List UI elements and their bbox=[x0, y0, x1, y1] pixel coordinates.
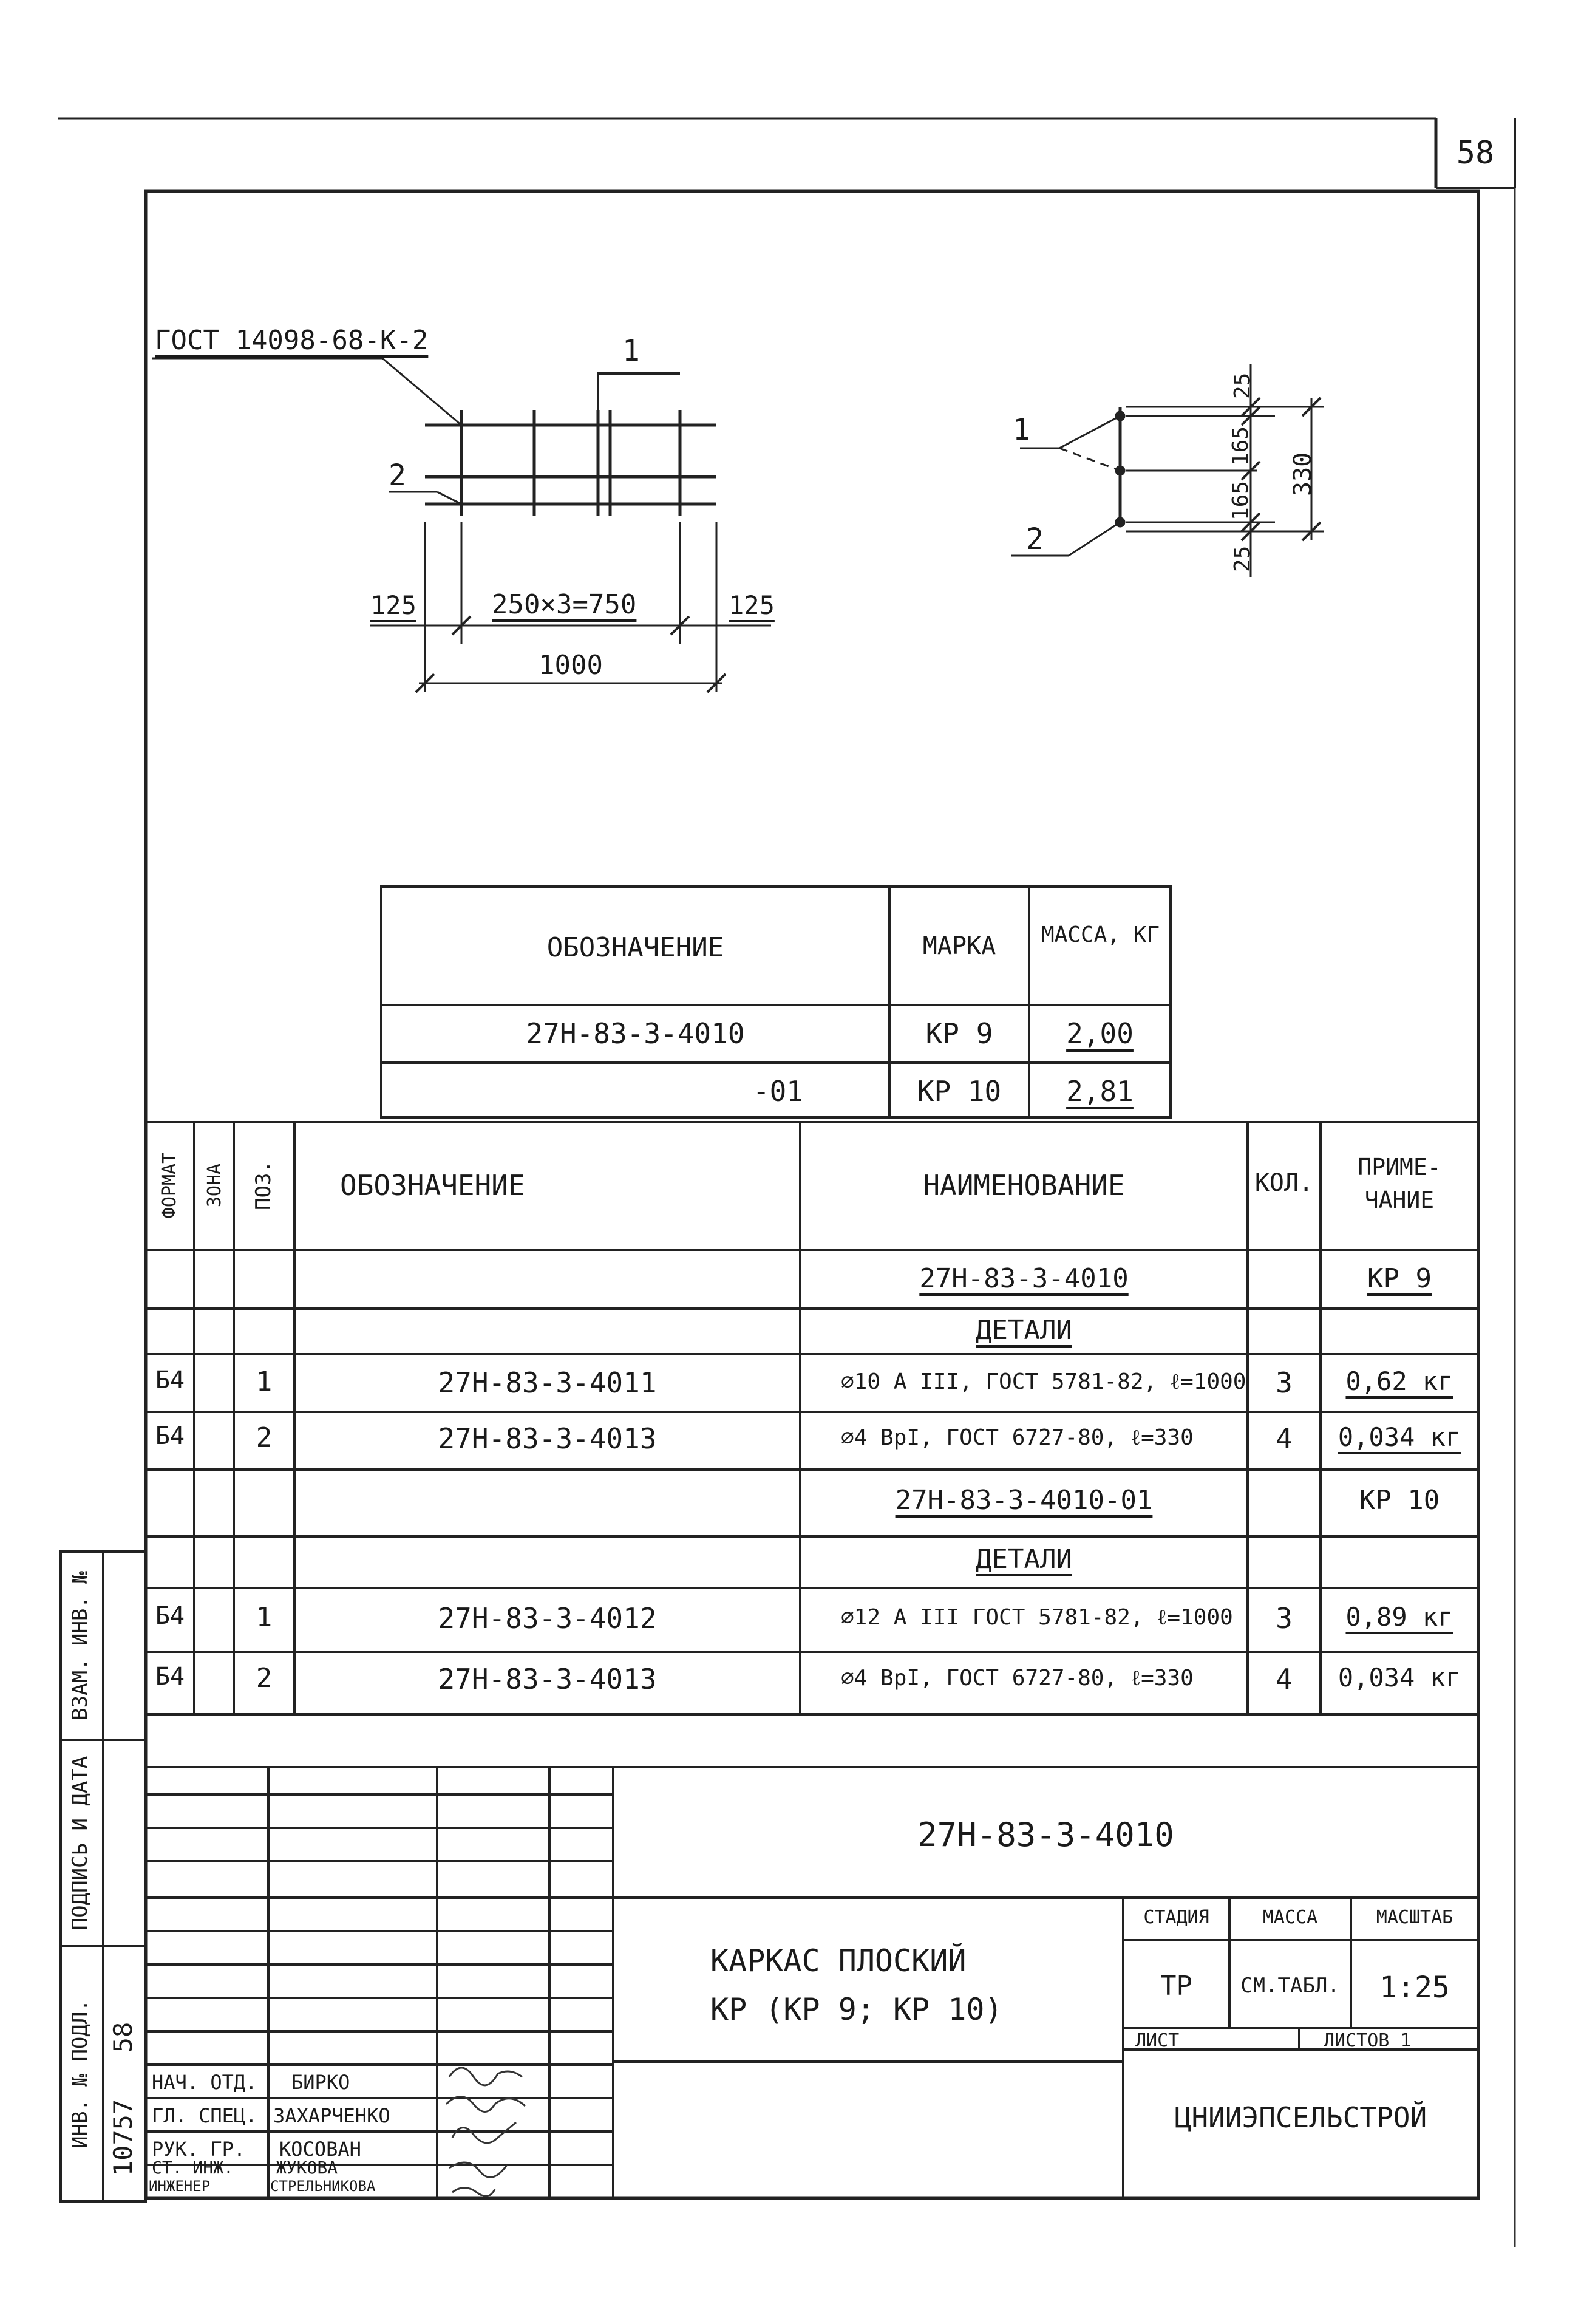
spec-row3-name: ⌀10 А III, ГОСТ 5781-82, ℓ=1000 bbox=[841, 1369, 1246, 1394]
right-edge-dimension: 125 bbox=[729, 590, 775, 620]
marks-header-mass: МАССА, КГ bbox=[1041, 922, 1160, 947]
sheets-label: ЛИСТОВ 1 bbox=[1324, 2030, 1412, 2051]
spec-row3-format: Б4 bbox=[155, 1366, 185, 1394]
stage-label: СТАДИЯ bbox=[1143, 1907, 1209, 1928]
spec-row1-note: КР 9 bbox=[1367, 1263, 1432, 1294]
vzam-inv-label: ВЗАМ. ИНВ. № bbox=[68, 1571, 92, 1720]
marks-row1-mass: 2,00 bbox=[1066, 1017, 1134, 1050]
spec-row6-name: ДЕТАЛИ bbox=[976, 1544, 1072, 1575]
pos1-callout-section: 1 bbox=[1013, 413, 1030, 447]
left-edge-dimension: 125 bbox=[370, 590, 416, 620]
sig-role-2: ГЛ. СПЕЦ. bbox=[152, 2104, 257, 2127]
spec-row7-note: 0,89 кг bbox=[1345, 1602, 1453, 1632]
spec-header-qty: КОЛ. bbox=[1254, 1169, 1314, 1197]
pos2-callout-plan: 2 bbox=[389, 458, 406, 492]
sheet-label: ЛИСТ bbox=[1135, 2030, 1180, 2051]
spec-row5-name: 27Н-83-3-4010-01 bbox=[895, 1485, 1153, 1516]
document-code: 27Н-83-3-4010 bbox=[917, 1816, 1174, 1854]
spec-header-name: НАИМЕНОВАНИЕ bbox=[923, 1169, 1125, 1202]
document-title-line2: КР (КР 9; КР 10) bbox=[710, 1992, 1003, 2027]
spec-header-zone: ЗОНА bbox=[204, 1163, 225, 1208]
mass-value: СМ.ТАБЛ. bbox=[1240, 1974, 1340, 1998]
marks-row1-mark: КР 9 bbox=[925, 1017, 993, 1050]
section-view bbox=[1011, 364, 1324, 577]
spec-row3-note: 0,62 кг bbox=[1345, 1366, 1453, 1396]
spec-row8-qty: 4 bbox=[1276, 1663, 1293, 1695]
marks-header-designation: ОБОЗНАЧЕНИЕ bbox=[546, 932, 724, 963]
spec-row8-name: ⌀4 ВрI, ГОСТ 6727-80, ℓ=330 bbox=[841, 1666, 1194, 1691]
document-title-line1: КАРКАС ПЛОСКИЙ bbox=[710, 1943, 967, 1978]
podpis-data-label: ПОДПИСЬ И ДАТА bbox=[68, 1756, 92, 1930]
stage-value: ТР bbox=[1160, 1971, 1192, 2002]
spec-row4-format: Б4 bbox=[155, 1422, 185, 1450]
spec-row4-designation: 27Н-83-3-4013 bbox=[438, 1422, 657, 1455]
spec-row8-pos: 2 bbox=[256, 1663, 273, 1694]
sig-name-2: ЗАХАРЧЕНКО bbox=[273, 2104, 390, 2127]
inv-number: 10757 bbox=[108, 2099, 138, 2176]
spec-row4-pos: 2 bbox=[256, 1422, 273, 1453]
spec-row2-name: ДЕТАЛИ bbox=[976, 1315, 1072, 1346]
sig-name-3: КОСОВАН bbox=[279, 2138, 361, 2161]
marks-header-mark: МАРКА bbox=[922, 932, 996, 960]
organization-name: ЦНИИЭПСЕЛЬСТРОЙ bbox=[1174, 2101, 1427, 2134]
marks-row2-mass: 2,81 bbox=[1066, 1075, 1134, 1108]
scale-label: МАСШТАБ bbox=[1376, 1907, 1453, 1928]
spec-row7-format: Б4 bbox=[155, 1602, 185, 1630]
pos2-callout-section: 2 bbox=[1026, 522, 1044, 556]
marks-row2-designation: -01 bbox=[752, 1075, 803, 1108]
spec-row4-note: 0,034 кг bbox=[1338, 1422, 1461, 1452]
marks-row2-mark: КР 10 bbox=[917, 1075, 1002, 1108]
spec-row8-note: 0,034 кг bbox=[1338, 1663, 1461, 1692]
spec-row4-qty: 4 bbox=[1276, 1422, 1293, 1455]
dim-top: 25 bbox=[1230, 372, 1255, 399]
sig-role-4: СТ. ИНЖ. bbox=[152, 2158, 234, 2178]
mass-label: МАССА bbox=[1262, 1907, 1318, 1928]
inv-podl-label: ИНВ. № ПОДЛ. bbox=[68, 1999, 92, 2149]
spec-row1-name: 27Н-83-3-4010 bbox=[919, 1263, 1129, 1294]
sig-role-3: РУК. ГР. bbox=[152, 2138, 246, 2161]
inv-sheet-ref: 58 bbox=[108, 2022, 138, 2053]
dim-bottom: 25 bbox=[1230, 545, 1255, 572]
dim-lower: 165 bbox=[1228, 480, 1253, 520]
spec-header-format: ФОРМАТ bbox=[159, 1152, 180, 1219]
spec-row3-designation: 27Н-83-3-4011 bbox=[438, 1366, 657, 1399]
spacing-dimension: 250×3=750 bbox=[492, 589, 637, 620]
marks-row1-designation: 27Н-83-3-4010 bbox=[526, 1017, 745, 1050]
spec-header-pos: ПОЗ. bbox=[251, 1160, 276, 1210]
spec-row8-designation: 27Н-83-3-4013 bbox=[438, 1663, 657, 1695]
sig-role-5: ИНЖЕНЕР bbox=[149, 2178, 211, 2195]
spec-row7-designation: 27Н-83-3-4012 bbox=[438, 1602, 657, 1635]
sig-name-4: ЖУКОВА bbox=[276, 2158, 338, 2178]
sig-role-1: НАЧ. ОТД. bbox=[152, 2071, 257, 2094]
gost-label: ГОСТ 14098-68-К-2 bbox=[155, 325, 429, 356]
spec-row5-note: КР 10 bbox=[1359, 1485, 1440, 1516]
dim-total: 330 bbox=[1289, 452, 1317, 496]
sig-name-1: БИРКО bbox=[291, 2071, 350, 2094]
spec-row7-qty: 3 bbox=[1276, 1602, 1293, 1635]
section-mark-label: 1 bbox=[622, 334, 640, 368]
spec-row3-pos: 1 bbox=[256, 1366, 273, 1397]
plan-view bbox=[152, 358, 771, 692]
dim-upper: 165 bbox=[1228, 426, 1253, 466]
spec-row8-format: Б4 bbox=[155, 1663, 185, 1691]
spec-row7-pos: 1 bbox=[256, 1602, 273, 1633]
spec-row4-name: ⌀4 ВрI, ГОСТ 6727-80, ℓ=330 bbox=[841, 1425, 1194, 1450]
spec-header-designation: ОБОЗНАЧЕНИЕ bbox=[340, 1169, 525, 1202]
sig-name-5: СТРЕЛЬНИКОВА bbox=[270, 2178, 376, 2195]
spec-row7-name: ⌀12 А III ГОСТ 5781-82, ℓ=1000 bbox=[841, 1605, 1233, 1630]
total-length-dimension: 1000 bbox=[539, 650, 603, 681]
spec-header-note: ПРИМЕ-ЧАНИЕ bbox=[1358, 1154, 1441, 1213]
spec-row3-qty: 3 bbox=[1276, 1366, 1293, 1399]
page-number: 58 bbox=[1456, 135, 1495, 171]
scale-value: 1:25 bbox=[1379, 1971, 1450, 2005]
